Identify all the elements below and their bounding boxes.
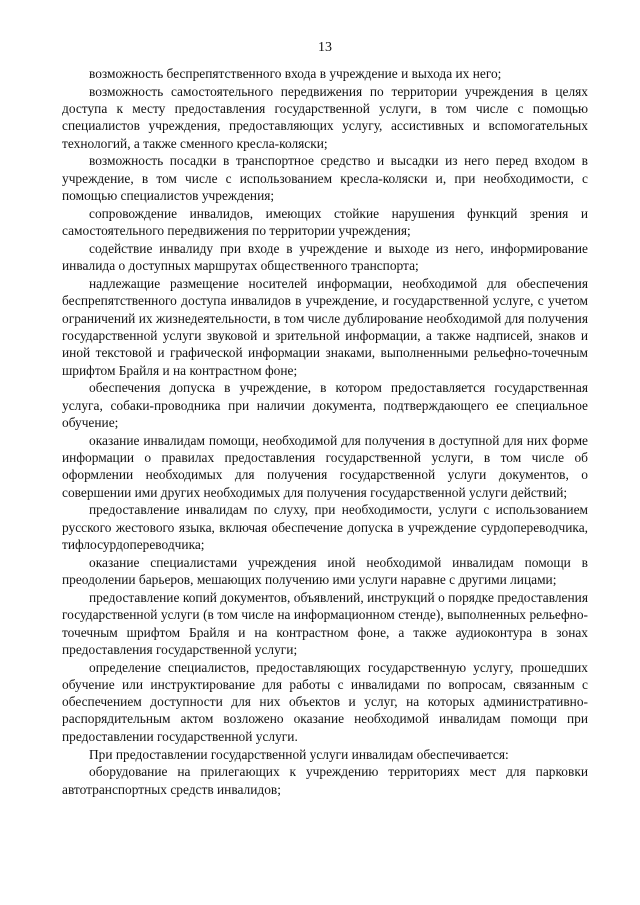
page-number: 13: [318, 40, 332, 55]
paragraph-3: возможность посадки в транспортное средство и высадки из него перед входом в учреждение, в том числе с использованием кресла-коляски и, при необходимости, с помощью специалистов учреждения;: [62, 153, 588, 204]
paragraph-5: содействие инвалиду при входе в учреждение и выходе из него, информирование инвалида о доступных маршрутах общественного транспорта;: [62, 240, 588, 274]
paragraph-11: предоставление копий документов, объявлений, инструкций о порядке предоставления государственной услуги (в том числе на информационном стенде), выполненных рельефно-точечным шрифтом Брайля и на контрастном фоне, а также аудиоконтура в зонах предоставления государственной услуги;: [62, 589, 588, 657]
paragraph-8: оказание инвалидам помощи, необходимой для получения в доступной для них форме информации о правилах предоставления государственной услуги, в том числе об оформлении необходимых для получения государственной услуги документов, о совершении ими других необходимых для получения государственной услуги действий;: [62, 432, 588, 500]
paragraph-9: предоставление инвалидам по слуху, при необходимости, услуги с использованием русского жестового языка, включая обеспечение допуска в учреждение сурдопереводчика, тифлосурдопереводчика;: [62, 502, 588, 553]
paragraph-12: определение специалистов, предоставляющих государственную услугу, прошедших обучение или инструктирование для работы с инвалидами по вопросам, связанным с обеспечением доступности для них объектов и услуг, на которых административно-распорядительным актом возложено оказание необходимой инвалидам помощи при предоставлении государственной услуги.: [62, 659, 588, 744]
paragraph-10: оказание специалистами учреждения иной необходимой инвалидам помощи в преодолении барьеров, мешающих получению ими услуги наравне с другими лицами;: [62, 554, 588, 588]
paragraph-6: надлежащие размещение носителей информации, необходимой для обеспечения беспрепятственного доступа инвалидов в учреждение, и государственной услуге, с учетом ограничений их жизнедеятельности, в том числе дублирование необходимой для получения государственной услуги звуковой и зрительной информации, а также надписей, знаков и иной текстовой и графической информации знаками, выполненными рельефно-точечным шрифтом Брайля и на контрастном фоне;: [62, 276, 588, 378]
paragraph-1: возможность беспрепятственного входа в учреждение и выхода их него;: [89, 66, 502, 81]
paragraph-4: сопровождение инвалидов, имеющих стойкие нарушения функций зрения и самостоятельного передвижения по территории учреждения;: [62, 205, 588, 239]
paragraph-2: возможность самостоятельного передвижения по территории учреждения в целях доступа к месту предоставления государственной услуги, в том числе с помощью специалистов учреждения, предоставляющих услугу, ассистивных и вспомогательных технологий, а также сменного кресла-коляски;: [62, 83, 588, 151]
paragraph-14: оборудование на прилегающих к учреждению территориях мест для парковки автотранспортных средств инвалидов;: [62, 764, 588, 797]
paragraph-13: При предоставлении государственной услуги инвалидам обеспечивается:: [89, 746, 509, 762]
paragraph-7: обеспечения допуска в учреждение, в котором предоставляется государственная услуга, собаки-проводника при наличии документа, подтверждающего ее специальное обучение;: [62, 380, 588, 430]
